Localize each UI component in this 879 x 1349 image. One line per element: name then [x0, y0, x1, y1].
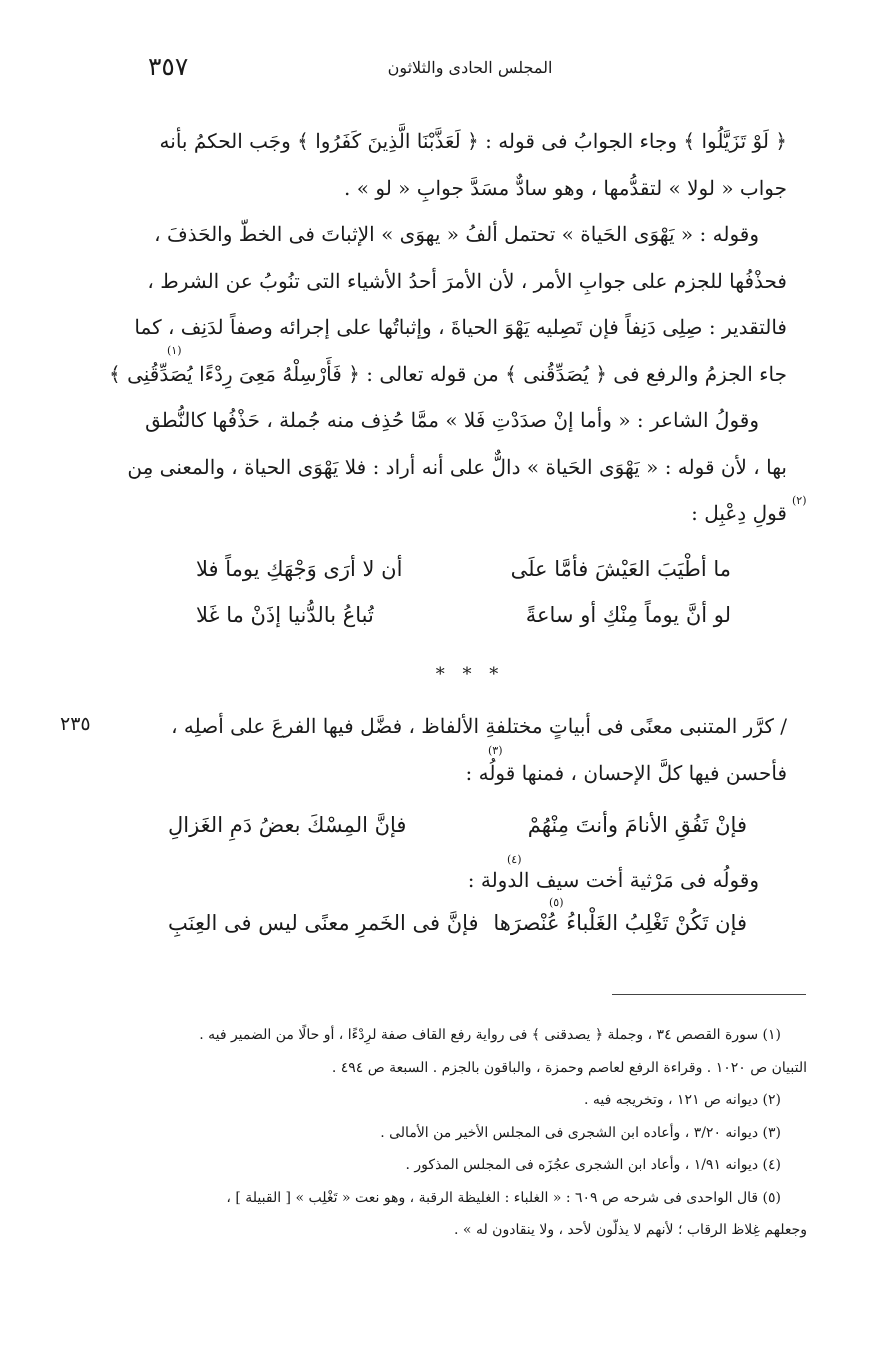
- footnote-rule: [612, 994, 806, 995]
- footnote-mark-3: (٣): [488, 744, 503, 757]
- paragraph-2: [97, 211, 787, 397]
- text-line: جاء الجزمُ والرفع فى ﴿ يُصَدِّقُنى ﴾ من قوله تعالى : ﴿ فَأَرْسِلْهُ مَعِىَ رِدْءًا يُصَدِّقُنِى ﴾: [109, 361, 787, 386]
- text-line: جواب « لولا » لتقدُّمها ، وهو سادٌّ مسَدَّ جوابِ « لو » .: [344, 175, 787, 200]
- paragraph-4: [97, 703, 787, 796]
- verse-4-first-hemistich: فإن تَكُنْ تَغْلِبُ الغَلْباءُ عُنْصرَها: [493, 911, 747, 935]
- footnote-4: (٤) ديوانه ١/٩١ ، وأعاد ابن الشجرى عجُزَه فى المجلس المذكور .: [405, 1157, 781, 1173]
- section-separator: * * *: [435, 664, 505, 685]
- footnote-5: (٥) قال الواحدى فى شرحه ص ٦٠٩ : « الغلباء : الغليظة الرقبة ، وهو نعت « تَغْلِب » [ القبيلة ] ،: [226, 1189, 781, 1206]
- text-line: وقولُ الشاعر : « وأما إنْ صدَدْتِ فَلا » ممَّا حُذِف منه جُملة ، حَذْفُها كالنُّطق: [145, 408, 759, 432]
- verse-2-first-hemistich: لو أنَّ يوماً مِنْكِ أو ساعةً: [525, 603, 731, 627]
- running-title: المجلس الحادى والثلاثون: [387, 58, 553, 77]
- text-line: فالتقدير : صِلِى دَنِفاً فإن تَصِليه يَهْوَ الحياةَ ، وإثباتُها على إجرائه وصفاً لدَنِف ، كما: [134, 315, 787, 339]
- paragraph-5: [97, 857, 787, 904]
- verse-4-second-hemistich: فإنَّ فى الخَمرِ معنًى ليس فى العِنَبِ: [168, 911, 479, 935]
- verse-2-second-hemistich: تُباعُ بالدُّنيا إذَنْ ما غَلا: [196, 603, 374, 627]
- verse-1-first-hemistich: ما أطْيَبَ العَيْشَ فأمَّا علَى: [510, 557, 731, 581]
- text-line: / كرَّر المتنبى معنًى فى أبياتٍ مختلفةِ الألفاظ ، فضَّل فيها الفرعَ على أصلِه ،: [171, 714, 787, 738]
- footnote-mark-5: (٥): [549, 896, 564, 909]
- text-line: وقوله : « يَهْوَى الحَياة » تحتمل ألفُ « يهوَى » الإثباتَ فى الخطّ والحَذفَ ،: [154, 222, 759, 246]
- text-line: فأحسن فيها كلَّ الإحسان ، فمنها قولُه :: [465, 760, 787, 785]
- verse-1-second-hemistich: أن لا أرَى وَجْهَكِ يوماً فلا: [196, 557, 403, 581]
- footnote-mark-1: (١): [167, 344, 182, 357]
- footnote-2: (٢) ديوانه ص ١٢١ ، وتخريجه فيه .: [583, 1092, 781, 1108]
- footnote-3: (٣) ديوانه ٣/٢٠ ، وأعاده ابن الشجرى فى المجلس الأخير من الأمالى .: [380, 1124, 781, 1141]
- footnote-1: (١) سورة القصص ٣٤ ، وجملة ﴿ يصدقنى ﴾ فى رواية رفع القاف صفة لرِدْءًا ، أو حالًا من الضمير فيه .: [199, 1027, 781, 1043]
- verse-3-first-hemistich: فإنْ تَفُقِ الأنامَ وأنتَ مِنْهُمْ: [527, 813, 747, 837]
- text-line: بها ، لأن قوله : « يَهْوَى الحَياة » دالٌّ على أنه أراد : فلا يَهْوَى الحياة ، والمعنى مِن: [127, 454, 787, 479]
- footnote-1-continued: التبيان ص ١٠٢٠ . وقراءة الرفع لعاصم وحمزة ، والباقون بالجزم . السبعة ص ٤٩٤ .: [331, 1059, 807, 1076]
- footnote-5-continued: وجعلهم غِلاظ الرقاب ؛ لأنهم لا يذلّون لأحد ، ولا ينقادون له » .: [454, 1222, 807, 1238]
- footnote-mark-4: (٤): [507, 853, 522, 866]
- page-number: ٣٥٧: [148, 52, 189, 81]
- paragraph-3: [97, 397, 787, 537]
- footnote-mark-2: (٢): [792, 494, 807, 507]
- margin-number: ٢٣٥: [60, 713, 91, 735]
- text-line: فحذْفُها للجزم على جوابِ الأمر ، لأن الأمرَ أحدُ الأشياء التى تنُوبُ عن الشرط ،: [147, 268, 787, 293]
- footnotes: [67, 1019, 807, 1247]
- text-line: قولِ دِعْبِل :: [691, 501, 787, 525]
- text-line: ﴿ لَوْ تَزَيَّلُوا ﴾ وجاء الجوابُ فى قوله : ﴿ لَعَذَّبْنَا الَّذِينَ كَفَرُوا ﴾ وجَب الحكمُ بأنه: [159, 129, 787, 153]
- text-line: وقولُه فى مَرْثية أخت سيف الدولة :: [467, 868, 759, 892]
- paragraph-1: [97, 118, 787, 211]
- verse-3-second-hemistich: فإنَّ المِسْكَ بعضُ دَمِ الغَزالِ: [168, 813, 407, 837]
